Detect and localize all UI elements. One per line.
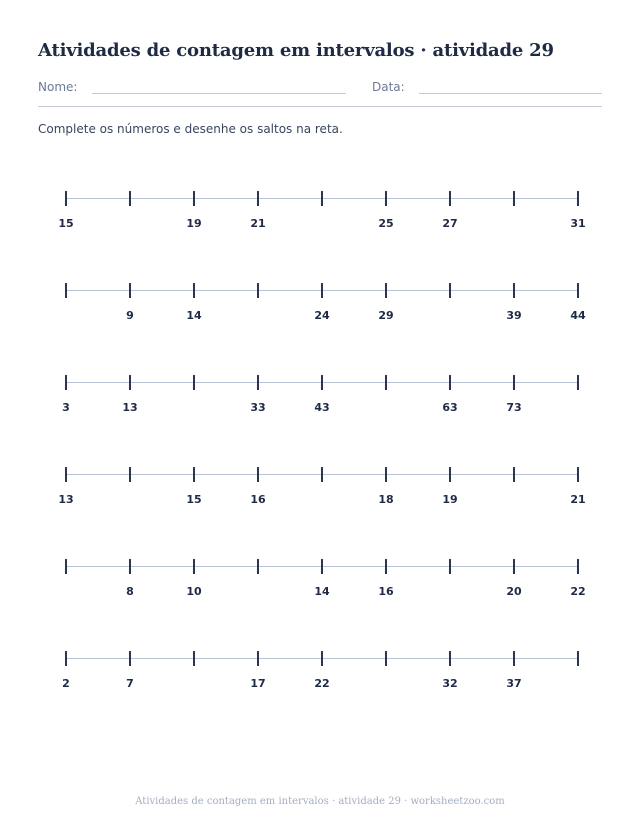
number-line-tick [257,283,259,298]
number-line-tick [513,191,515,206]
number-line-tick [193,559,195,574]
worksheet-title: Atividades de contagem em intervalos · atividade 29 [38,40,554,61]
number-line-tick [577,191,579,206]
tick-label: 31 [570,217,586,230]
number-line-tick [449,191,451,206]
number-line-tick [385,651,387,666]
number-line-tick [129,651,131,666]
number-line-tick [577,559,579,574]
number-line-tick [449,375,451,390]
number-line-tick [449,651,451,666]
number-line-tick [321,283,323,298]
number-line-tick [65,651,67,666]
footer-text: Atividades de contagem em intervalos · atividade 29 · worksheetzoo.com [135,796,505,807]
tick-label: 44 [570,309,586,322]
number-line-tick [513,283,515,298]
number-line [0,651,640,701]
number-line-tick [385,283,387,298]
tick-label: 63 [442,401,458,414]
number-line-tick [65,375,67,390]
tick-label: 32 [442,677,458,690]
tick-label: 73 [506,401,522,414]
instructions-text: Complete os números e desenhe os saltos na reta. [38,122,343,136]
tick-label: 18 [378,493,394,506]
tick-label: 27 [442,217,458,230]
tick-label: 14 [314,585,330,598]
number-line-tick [193,467,195,482]
tick-label: 22 [570,585,586,598]
number-line-tick [65,191,67,206]
number-line-tick [321,467,323,482]
tick-label: 33 [250,401,266,414]
tick-label: 10 [186,585,202,598]
number-line-tick [577,467,579,482]
number-line-tick [321,191,323,206]
number-line [0,191,640,241]
tick-label: 25 [378,217,394,230]
number-line [0,375,640,425]
date-line[interactable] [419,93,602,94]
number-line-tick [193,283,195,298]
number-line-tick [577,283,579,298]
number-line-tick [321,375,323,390]
number-line-tick [513,375,515,390]
tick-label: 22 [314,677,330,690]
number-line-tick [449,559,451,574]
number-line-tick [65,559,67,574]
tick-label: 3 [62,401,70,414]
number-line [0,467,640,517]
number-line-tick [129,467,131,482]
number-line-tick [449,283,451,298]
tick-label: 43 [314,401,330,414]
number-line-tick [65,283,67,298]
tick-label: 16 [378,585,394,598]
number-line-tick [321,559,323,574]
number-line-tick [257,191,259,206]
number-line-tick [193,191,195,206]
tick-label: 7 [126,677,134,690]
header-divider [38,106,602,107]
number-line-tick [129,375,131,390]
tick-label: 17 [250,677,266,690]
number-line-tick [129,559,131,574]
number-line-tick [65,467,67,482]
number-line-tick [577,375,579,390]
name-label: Nome: [38,80,78,94]
tick-label: 39 [506,309,522,322]
tick-label: 2 [62,677,70,690]
tick-label: 20 [506,585,522,598]
number-line-tick [193,375,195,390]
number-line-tick [513,559,515,574]
number-line-tick [449,467,451,482]
number-line-tick [257,375,259,390]
number-line-tick [513,467,515,482]
number-line-tick [577,651,579,666]
tick-label: 15 [58,217,74,230]
number-line-tick [257,467,259,482]
number-line-tick [257,559,259,574]
number-line-tick [385,559,387,574]
tick-label: 15 [186,493,202,506]
tick-label: 21 [250,217,266,230]
number-line-tick [193,651,195,666]
tick-label: 19 [442,493,458,506]
tick-label: 29 [378,309,394,322]
date-label: Data: [372,80,405,94]
tick-label: 16 [250,493,266,506]
name-line[interactable] [92,93,346,94]
number-line-tick [385,375,387,390]
tick-label: 8 [126,585,134,598]
number-line-tick [129,283,131,298]
number-line [0,283,640,333]
number-line-tick [257,651,259,666]
tick-label: 24 [314,309,330,322]
number-line-tick [385,467,387,482]
number-line-tick [385,191,387,206]
number-line-tick [513,651,515,666]
tick-label: 13 [122,401,138,414]
tick-label: 21 [570,493,586,506]
tick-label: 37 [506,677,522,690]
number-line-tick [321,651,323,666]
number-line [0,559,640,609]
tick-label: 19 [186,217,202,230]
tick-label: 13 [58,493,74,506]
tick-label: 14 [186,309,202,322]
tick-label: 9 [126,309,134,322]
number-line-tick [129,191,131,206]
